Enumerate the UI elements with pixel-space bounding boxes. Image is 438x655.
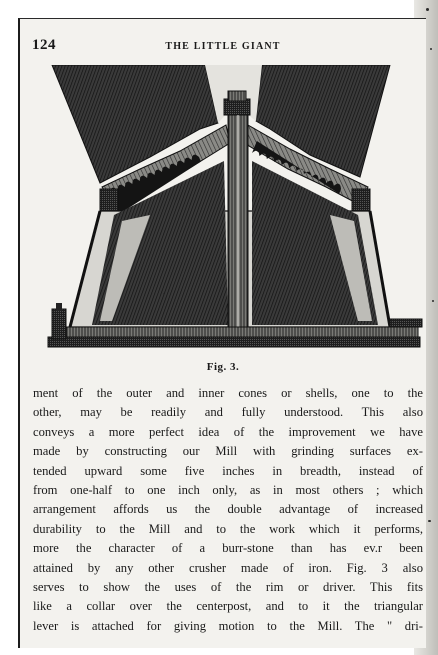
text-line: lever is attached for giving motion to the Mill. The " dri- xyxy=(33,618,423,633)
text-line: conveys a more perfect idea of the improvement we have xyxy=(33,424,423,439)
body-paragraph xyxy=(33,384,423,636)
ink-speck xyxy=(426,8,429,11)
text-line: ment of the outer and inner cones or shells, one to the xyxy=(33,386,423,400)
mill-cross-section-illustration xyxy=(30,65,425,355)
ink-speck xyxy=(432,300,434,302)
text-line: attained by any other crusher made of iron. Fig. 3 also xyxy=(33,560,423,575)
running-head xyxy=(20,37,426,57)
text-line: more the character of a burr-stone than has ev.r been xyxy=(33,541,423,556)
text-line: serves to show the uses of the rim or driver. This fits xyxy=(33,580,423,595)
running-title: THE LITTLE GIANT xyxy=(165,41,281,52)
text-line: like a collar over the centerpost, and to it the triangular xyxy=(33,599,423,614)
text-line: from one-half to one inch only, as in most others ; which xyxy=(33,483,423,498)
text-line: durability to the Mill and to the work which it performs, xyxy=(33,521,423,536)
mill-engraving xyxy=(30,65,425,355)
page-number: 124 xyxy=(32,37,56,53)
ink-speck xyxy=(430,48,432,50)
text-line: arrangement affords us the double advantage of increased xyxy=(33,502,423,517)
book-page xyxy=(18,18,426,648)
text-line: other, may be readily and fully understood. This also xyxy=(33,405,423,420)
ink-speck xyxy=(428,520,431,522)
figure-caption: Fig. 3. xyxy=(206,361,240,373)
text-line: tended upward some five inches in breadth, instead of xyxy=(33,463,423,478)
text-line: made by constructing our Mill with grinding surfaces ex- xyxy=(33,444,423,459)
